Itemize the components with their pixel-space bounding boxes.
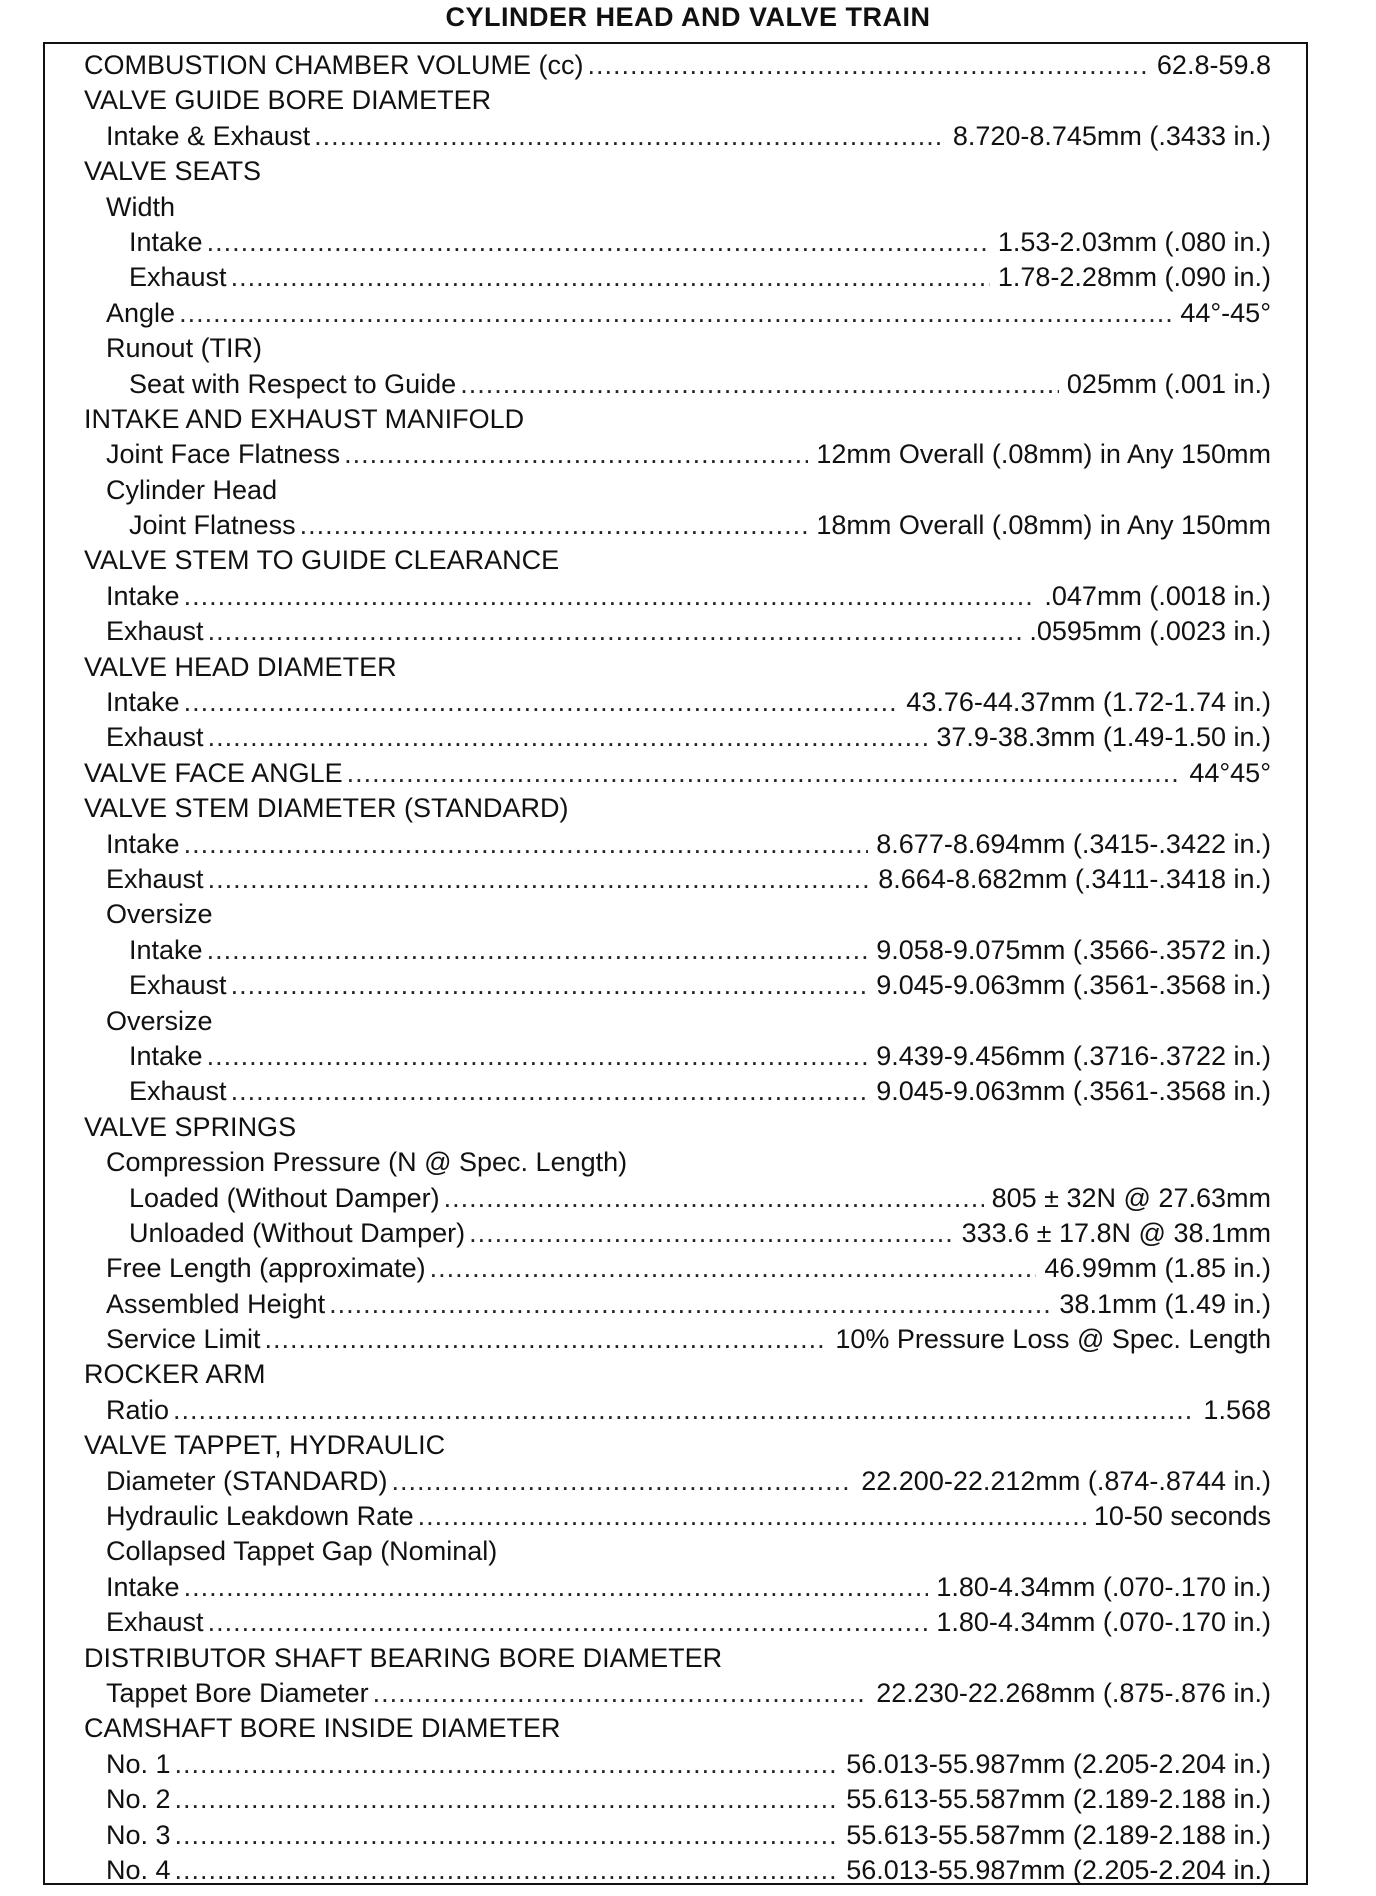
spec-value: .047mm (.0018 in.) [1044,580,1271,611]
spec-row [84,1216,1271,1251]
spec-value: 1.80-4.34mm (.070-.170 in.) [936,1607,1271,1638]
spec-row [84,1251,1271,1286]
leader-dots [207,933,869,968]
spec-row [84,1039,1271,1074]
spec-row [84,1676,1271,1711]
spec-row [84,48,1271,83]
leader-dots [175,1782,839,1817]
spec-label: Exhaust [129,970,227,1001]
spec-row [84,614,1271,649]
spec-label: Joint Face Flatness [106,439,341,470]
spec-label: Intake [106,828,180,859]
spec-label: Exhaust [129,1076,227,1107]
spec-label: DISTRIBUTOR SHAFT BEARING BORE DIAMETER [84,1642,723,1673]
spec-value: 46.99mm (1.85 in.) [1044,1253,1271,1284]
spec-label: Cylinder Head [106,474,278,505]
spec-value: 025mm (.001 in.) [1066,368,1271,399]
section-heading [84,83,1271,118]
spec-label: VALVE HEAD DIAMETER [84,651,397,682]
page-title: CYLINDER HEAD AND VALVE TRAIN [445,2,931,32]
leader-dots [314,119,945,154]
leader-dots [184,827,869,862]
spec-label: No. 4 [106,1854,171,1885]
spec-value: 22.200-22.212mm (.874-.8744 in.) [861,1465,1271,1496]
spec-label: Exhaust [106,1607,204,1638]
section-heading [84,1641,1271,1676]
spec-row [84,1747,1271,1782]
leader-dots [460,367,1059,402]
spec-label: Diameter (STANDARD) [106,1465,388,1496]
spec-row [84,756,1271,791]
spec-value: 18mm Overall (.08mm) in Any 150mm [816,510,1271,541]
spec-row [84,119,1271,154]
leader-dots [208,862,871,897]
leader-dots [179,296,1172,331]
spec-label: Width [106,191,176,222]
spec-value: 1.80-4.34mm (.070-.170 in.) [936,1571,1271,1602]
spec-label: Intake [106,1571,180,1602]
spec-value: 9.045-9.063mm (.3561-.3568 in.) [876,1076,1271,1107]
section-heading [84,1357,1271,1392]
spec-row [84,296,1271,331]
leader-dots [184,1570,929,1605]
spec-row [84,1464,1271,1499]
spec-value: 9.058-9.075mm (.3566-.3572 in.) [876,934,1271,965]
spec-row [84,367,1271,402]
spec-value: 38.1mm (1.49 in.) [1059,1288,1271,1319]
spec-row [84,685,1271,720]
spec-row [84,1287,1271,1322]
spec-label: Tappet Bore Diameter [106,1677,369,1708]
spec-row [84,225,1271,260]
spec-label: VALVE SPRINGS [84,1111,297,1142]
spec-label: Oversize [106,899,213,930]
spec-value: 8.664-8.682mm (.3411-.3418 in.) [878,863,1271,894]
spec-label: Service Limit [106,1324,261,1355]
spec-row [84,260,1271,295]
subsection-heading [84,473,1271,508]
leader-dots [329,1287,1051,1322]
spec-value: .0595mm (.0023 in.) [1029,616,1271,647]
spec-value: 37.9-38.3mm (1.49-1.50 in.) [936,722,1271,753]
section-heading [84,402,1271,437]
spec-row [84,1853,1271,1888]
spec-value: 1.78-2.28mm (.090 in.) [997,262,1271,293]
spec-row [84,1570,1271,1605]
spec-row [84,437,1271,472]
spec-label: Ratio [106,1394,170,1425]
spec-value: 44°45° [1189,757,1271,788]
spec-label: No. 1 [106,1748,171,1779]
spec-label: Exhaust [129,262,227,293]
spec-label: Intake [129,226,203,257]
spec-label: CAMSHAFT BORE INSIDE DIAMETER [84,1713,561,1744]
section-heading [84,1711,1271,1746]
spec-value: 55.613-55.587mm (2.189-2.188 in.) [846,1819,1271,1850]
leader-dots [418,1499,1086,1534]
spec-label: Assembled Height [106,1288,326,1319]
spec-label: Intake [106,580,180,611]
spec-row [84,1499,1271,1534]
spec-label: Hydraulic Leakdown Rate [106,1501,414,1532]
subsection-heading [84,331,1271,366]
spec-label: Unloaded (Without Damper) [129,1217,466,1248]
spec-value: 8.677-8.694mm (.3415-.3422 in.) [876,828,1271,859]
spec-row [84,1322,1271,1357]
leader-dots [430,1251,1037,1286]
leader-dots [231,1074,869,1109]
spec-label: COMBUSTION CHAMBER VOLUME (cc) [84,50,584,80]
spec-value: 1.568 [1203,1394,1271,1425]
leader-dots [175,1818,839,1853]
spec-row [84,1782,1271,1817]
leader-dots [175,1853,839,1888]
spec-label: Intake & Exhaust [106,120,311,151]
leader-dots [265,1322,828,1357]
spec-value: 9.045-9.063mm (.3561-.3568 in.) [876,970,1271,1001]
spec-row [84,862,1271,897]
spec-label: Intake [129,934,203,965]
spec-row [84,933,1271,968]
spec-label: VALVE GUIDE BORE DIAMETER [84,85,492,116]
leader-dots [207,1039,869,1074]
section-heading [84,154,1271,189]
leader-dots [344,437,808,472]
spec-value: 333.6 ± 17.8N @ 38.1mm [961,1217,1271,1248]
spec-label: Compression Pressure (N @ Spec. Length) [106,1147,628,1178]
section-heading [84,1110,1271,1145]
leader-dots [444,1181,984,1216]
subsection-heading [84,190,1271,225]
spec-label: Loaded (Without Damper) [129,1182,440,1213]
spec-label: VALVE STEM TO GUIDE CLEARANCE [84,545,560,576]
leader-dots [208,720,929,755]
leader-dots [588,48,1149,83]
spec-label: Angle [106,297,176,328]
leader-dots [347,756,1182,791]
leader-dots [175,1747,839,1782]
spec-label: INTAKE AND EXHAUST MANIFOLD [84,403,525,434]
spec-label: Oversize [106,1005,213,1036]
spec-row [84,1605,1271,1640]
spec-value: 56.013-55.987mm (2.205-2.204 in.) [846,1854,1271,1885]
subsection-heading [84,897,1271,932]
leader-dots [373,1676,869,1711]
spec-table [84,48,1271,1888]
leader-dots [392,1464,854,1499]
spec-label: VALVE TAPPET, HYDRAULIC [84,1430,446,1461]
section-heading [84,1428,1271,1463]
spec-row [84,827,1271,862]
spec-label: Free Length (approximate) [106,1253,426,1284]
spec-value: 22.230-22.268mm (.875-.876 in.) [876,1677,1271,1708]
spec-label: No. 3 [106,1819,171,1850]
section-heading [84,650,1271,685]
spec-value: 62.8-59.8 [1156,50,1271,80]
leader-dots [231,968,869,1003]
spec-label: Exhaust [106,863,204,894]
spec-row [84,508,1271,543]
spec-label: No. 2 [106,1784,171,1815]
spec-label: VALVE STEM DIAMETER (STANDARD) [84,793,569,824]
spec-value: 805 ± 32N @ 27.63mm [991,1182,1271,1213]
spec-value: 1.53-2.03mm (.080 in.) [997,226,1271,257]
spec-row [84,579,1271,614]
subsection-heading [84,1145,1271,1180]
spec-label: Intake [129,1040,203,1071]
spec-value: 10-50 seconds [1093,1501,1271,1532]
spec-label: VALVE FACE ANGLE [84,757,343,788]
spec-label: Joint Flatness [129,510,296,541]
leader-dots [208,1605,929,1640]
spec-row [84,1074,1271,1109]
spec-label: Exhaust [106,616,204,647]
leader-dots [207,225,990,260]
spec-label: ROCKER ARM [84,1359,266,1390]
leader-dots [173,1393,1195,1428]
spec-value: 9.439-9.456mm (.3716-.3722 in.) [876,1040,1271,1071]
leader-dots [300,508,809,543]
spec-row [84,720,1271,755]
leader-dots [208,614,1022,649]
leader-dots [184,685,899,720]
spec-row [84,1818,1271,1853]
spec-label: VALVE SEATS [84,156,262,187]
spec-value: 12mm Overall (.08mm) in Any 150mm [816,439,1271,470]
subsection-heading [84,1004,1271,1039]
spec-value: 55.613-55.587mm (2.189-2.188 in.) [846,1784,1271,1815]
spec-row [84,1181,1271,1216]
spec-value: 43.76-44.37mm (1.72-1.74 in.) [906,687,1271,718]
section-heading [84,791,1271,826]
leader-dots [469,1216,953,1251]
spec-label: Runout (TIR) [106,333,263,364]
spec-row [84,1393,1271,1428]
leader-dots [184,579,1037,614]
spec-label: Intake [106,687,180,718]
spec-label: Exhaust [106,722,204,753]
leader-dots [231,260,990,295]
section-heading [84,543,1271,578]
spec-value: 44°-45° [1180,297,1271,328]
spec-value: 8.720-8.745mm (.3433 in.) [952,120,1271,151]
spec-value: 10% Pressure Loss @ Spec. Length [835,1324,1271,1355]
spec-row [84,968,1271,1003]
spec-value: 56.013-55.987mm (2.205-2.204 in.) [846,1748,1271,1779]
spec-label: Seat with Respect to Guide [129,368,457,399]
spec-label: Collapsed Tappet Gap (Nominal) [106,1536,498,1567]
subsection-heading [84,1534,1271,1569]
